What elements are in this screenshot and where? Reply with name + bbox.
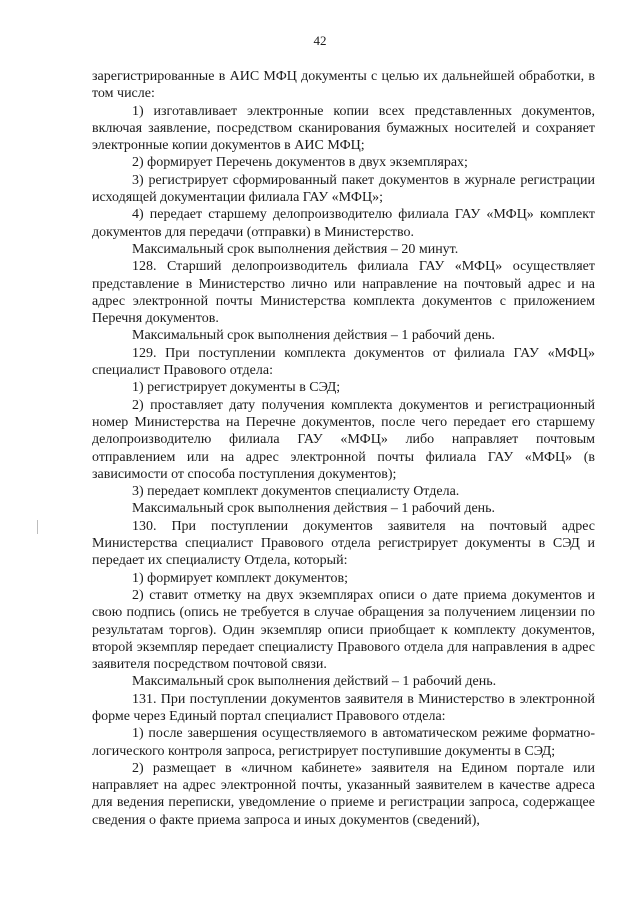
document-body (92, 68, 595, 829)
paragraph-clause-128: 128. Старший делопроизводитель филиала ГАУ «МФЦ» осуществляет представление в Министерство лично или направление на почтовый адрес и на адрес электронной почты Министерства комплекта документов с приложением Перечня документов. (92, 259, 595, 327)
paragraph-continuation: зарегистрированные в АИС МФЦ документы с целью их дальнейшей обработки, в том числе: (92, 69, 595, 102)
paragraph-deadline: Максимальный срок выполнения действий – 1 рабочий день. (132, 674, 497, 690)
paragraph-item-2: 2) ставит отметку на двух экземплярах описи о дате приема документов и свою подпись (опись не требуется в случае обращения за получением лицензии по результатам торгов). Один экземпляр описи приобщает к комплекту документов, второй экземпляр передает специалисту Правового отдела для направления в адрес заявителя посредством почтовой связи. (92, 587, 595, 673)
paragraph-clause-131: 131. При поступлении документов заявителя в Министерство в электронной форме через Единый портал специалист Правового отдела: (92, 691, 595, 724)
paragraph-item-3: 3) передает комплект документов специалисту Отдела. (132, 484, 460, 500)
paragraph-clause-129: 129. При поступлении комплекта документов от филиала ГАУ «МФЦ» специалист Правового отдела: (92, 345, 595, 379)
paragraph-item-2: 2) проставляет дату получения комплекта документов и регистрационный номер Министерства на Перечне документов, после чего передает его старшему делопроизводителю филиала ГАУ «МФЦ» либо направляет почтовым отправлением или на адрес электронной почты филиала ГАУ «МФЦ» (в зависимости от способа поступления документов); (92, 397, 595, 482)
paragraph-deadline: Максимальный срок выполнения действия – 20 минут. (132, 241, 459, 257)
paragraph-deadline: Максимальный срок выполнения действия – 1 рабочий день. (132, 328, 496, 344)
page-number: 42 (313, 33, 327, 48)
paragraph-deadline: Максимальный срок выполнения действия – 1 рабочий день. (132, 501, 496, 517)
paragraph-item-3: 3) регистрирует сформированный пакет документов в журнале регистрации исходящей документации филиала ГАУ «МФЦ»; (92, 172, 595, 206)
paragraph-item-1: 1) регистрирует документы в СЭД; (132, 380, 341, 396)
paragraph-item-1: 1) изготавливает электронные копии всех представленных документов, включая заявление, посредством сканирования бумажных носителей и сохраняет электронные копии документов в АИС МФЦ; (92, 103, 595, 154)
paragraph-item-1: 1) после завершения осуществляемого в автоматическом режиме форматно-логического контроля запроса, регистрирует поступившие документы в СЭД; (92, 726, 595, 759)
paragraph-item-4: 4) передает старшему делопроизводителю филиала ГАУ «МФЦ» комплект документов для передачи (отправки) в Министерство. (92, 207, 595, 240)
paragraph-clause-130: 130. При поступлении документов заявителя на почтовый адрес Министерства специалист Правового отдела регистрирует документы в СЭД и передает их специалисту Отдела, который: (92, 518, 595, 569)
paragraph-item-1: 1) формирует комплект документов; (132, 570, 348, 586)
paragraph-item-2: 2) формирует Перечень документов в двух экземплярах; (132, 155, 468, 171)
margin-mark (37, 520, 38, 534)
paragraph-item-2: 2) размещает в «личном кабинете» заявителя на Едином портале или направляет на адрес электронной почты, указанный заявителем в качестве адреса для ведения переписки, уведомление о приеме и регистрации запроса, содержащее сведения о факте приема запроса и иных документов (сведений), (92, 760, 595, 828)
